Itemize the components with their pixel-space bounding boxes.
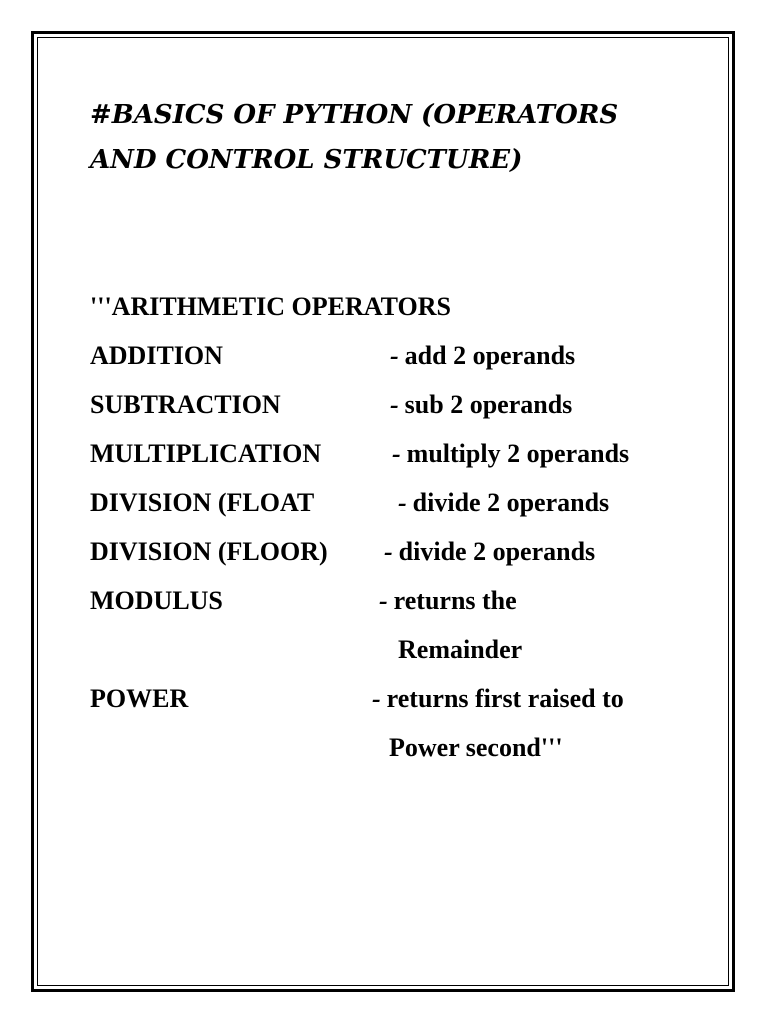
operator-row-modulus-continuation (90, 625, 710, 674)
operator-row-multiplication (90, 429, 710, 478)
operator-row-subtraction (90, 380, 710, 429)
operator-name: SUBTRACTION (90, 390, 281, 419)
dash: - (390, 341, 399, 370)
operator-description-text: multiply 2 operands (406, 439, 630, 468)
operator-row-division-float (90, 478, 710, 527)
dash: - (392, 439, 401, 468)
operator-name: ADDITION (90, 341, 223, 370)
operator-name: MULTIPLICATION (90, 439, 322, 468)
operator-description (390, 331, 575, 380)
operator-row-power-continuation (90, 723, 710, 772)
operator-description-text: divide 2 operands (398, 537, 596, 566)
dash: - (384, 537, 393, 566)
operator-name: DIVISION (FLOOR) (90, 537, 328, 566)
operator-description-text: sub 2 operands (404, 390, 573, 419)
heading-line-1: #BASICS OF PYTHON (OPERATORS (90, 100, 619, 130)
operator-description-text: add 2 operands (404, 341, 576, 370)
document-heading (90, 93, 690, 183)
operator-name: DIVISION (FLOAT (90, 488, 315, 517)
section-title: '''ARITHMETIC OPERATORS (90, 292, 451, 321)
dash: - (372, 684, 381, 713)
heading-line-2: AND CONTROL STRUCTURE) (90, 145, 523, 175)
arithmetic-operators-section (90, 282, 710, 772)
operator-description-continuation: Power second''' (389, 733, 563, 762)
dash: - (379, 586, 388, 615)
operator-description (398, 478, 609, 527)
dash: - (398, 488, 407, 517)
operator-row-division-floor (90, 527, 710, 576)
operator-description-text: divide 2 operands (412, 488, 610, 517)
operator-description-continuation: Remainder (398, 635, 523, 664)
operator-row-addition (90, 331, 710, 380)
dash: - (390, 390, 399, 419)
operator-name: MODULUS (90, 586, 223, 615)
operator-row-power (90, 674, 710, 723)
operator-row-modulus (90, 576, 710, 625)
operator-description (390, 380, 572, 429)
operator-description (372, 674, 624, 723)
operator-description-text: returns the (393, 586, 517, 615)
operator-description (392, 429, 629, 478)
operator-description-text: returns first raised to (386, 684, 624, 713)
operator-description (384, 527, 595, 576)
operator-description (379, 576, 517, 625)
operator-name: POWER (90, 684, 189, 713)
